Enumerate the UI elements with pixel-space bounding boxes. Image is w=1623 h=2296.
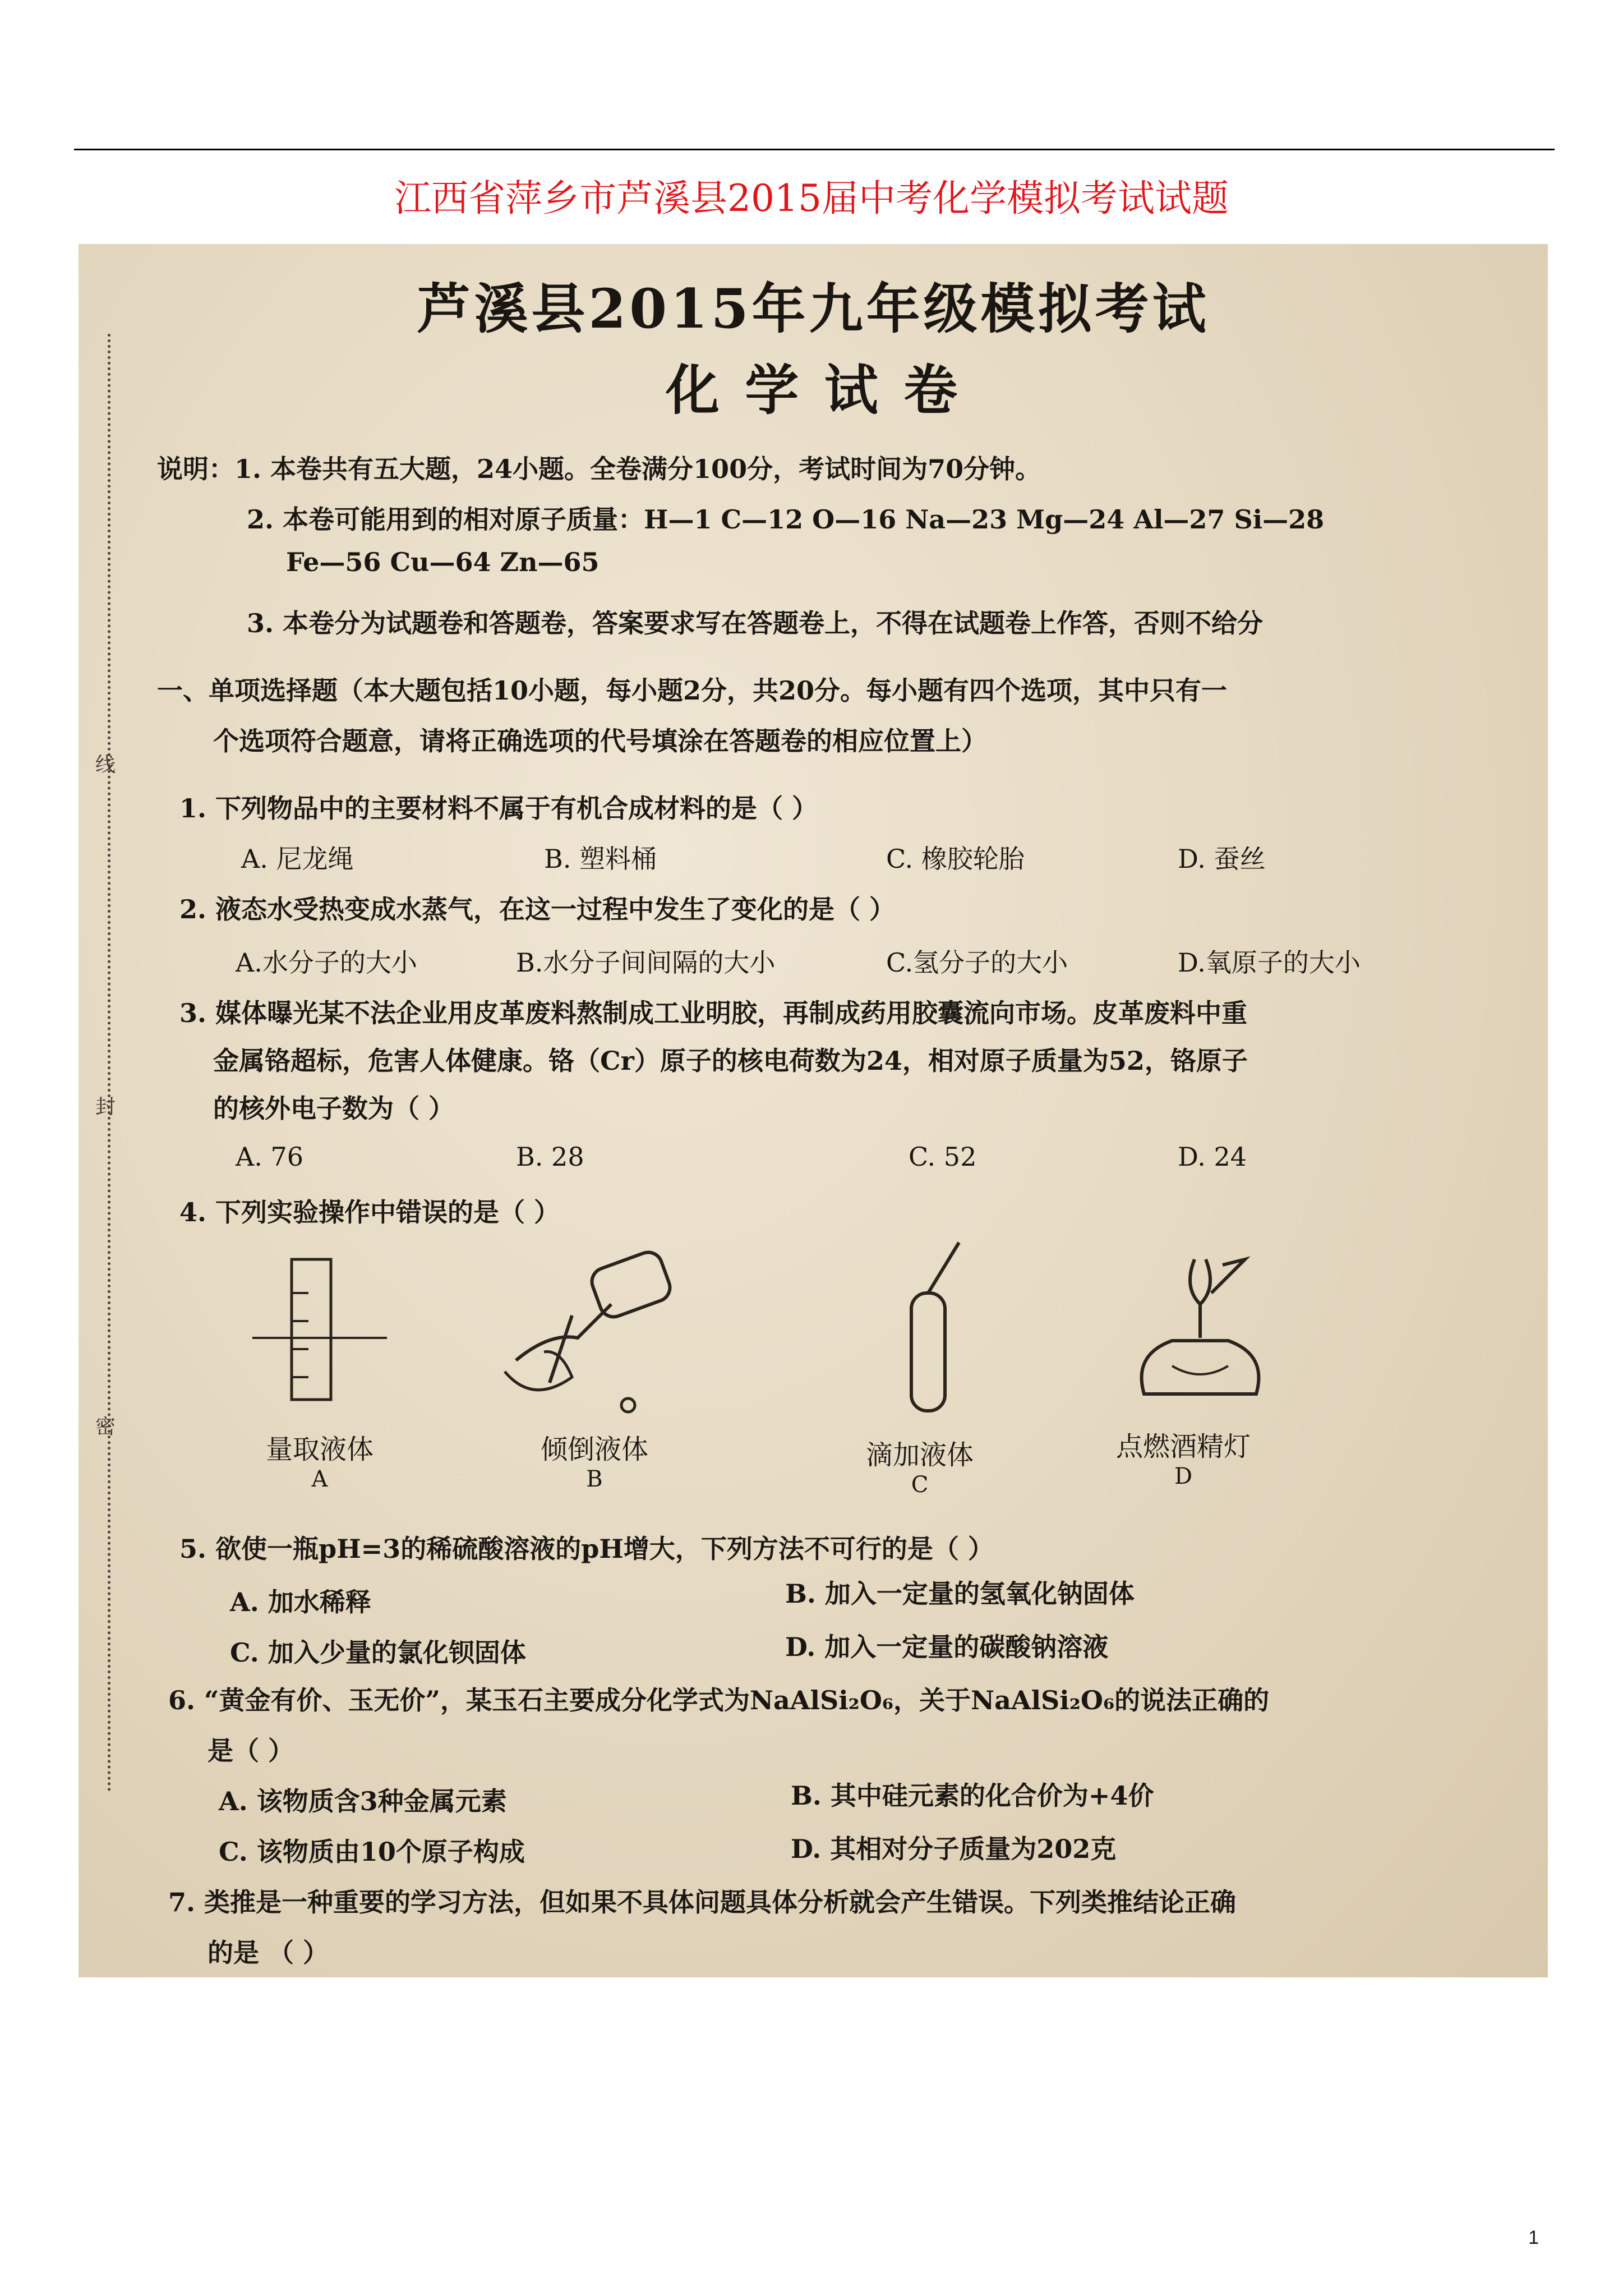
q3-option-c: C. 52 [909,1142,977,1172]
binding-char-xian: 线 [95,753,116,776]
section-1-heading: 一、单项选择题（本大题包括10小题，每小题2分，共20分。每小题有四个选项，其中只有一 [157,675,1228,706]
figure-c-caption [830,1433,1009,1498]
exam-photo [79,244,1548,1977]
figure-a-letter: A [311,1466,328,1492]
note-1: 说明：1. 本卷共有五大题，24小题。全卷满分100分，考试时间为70分钟。 [157,454,1041,484]
figure-b-caption [516,1428,673,1492]
alcohol-lamp-figure [1110,1243,1290,1422]
q6-option-a: A. 该物质含3种金属元素 [219,1786,507,1816]
figure-b-letter: B [586,1466,603,1492]
figure-d-label: 点燃酒精灯 [1115,1431,1251,1462]
exam-title: 芦溪县2015年九年级模拟考试 [417,277,1210,341]
q1-option-c: C. 橡胶轮胎 [886,844,1025,874]
document-title: 江西省萍乡市芦溪县2015届中考化学模拟考试试题 [394,177,1229,220]
figure-a-label: 量取液体 [265,1434,374,1465]
question-7: 7. 类推是一种重要的学习方法，但如果不具体问题具体分析就会产生错误。下列类推结论正确 [168,1887,1237,1917]
question-5: 5. 欲使一瓶pH=3的稀硫酸溶液的pH增大，下列方法不可行的是（ ） [179,1534,994,1564]
q5-option-b: B. 加入一定量的氢氧化钠固体 [785,1579,1135,1609]
binding-line [108,334,110,1792]
question-6: 6. “黄金有价、玉无价”，某玉石主要成分化学式为NaAlSi₂O₆，关于NaAlSi₂O₆的说法正确的 [168,1685,1270,1715]
q3-option-a: A. 76 [236,1142,303,1172]
question-4: 4. 下列实验操作中错误的是（ ） [179,1197,560,1227]
q2-option-a: A.水分子的大小 [236,947,417,978]
page-number: 1 [1528,2227,1539,2248]
question-6-line-2: 是（ ） [208,1736,294,1766]
q1-option-b: B. 塑料桶 [544,844,657,874]
figure-d-letter: D [1174,1464,1193,1489]
question-3-line-2: 金属铬超标，危害人体健康。铬（Cr）原子的核电荷数为24，相对原子质量为52，铬原子 [213,1046,1248,1076]
q3-option-b: B. 28 [516,1142,584,1172]
figure-b-label: 倾倒液体 [540,1434,648,1465]
question-7-line-2: 的是 （ ） [208,1938,329,1968]
question-2: 2. 液态水受热变成水蒸气，在这一过程中发生了变化的是（ ） [179,894,896,924]
q2-option-c: C.氢分子的大小 [886,947,1068,978]
q6-option-c: C. 该物质由10个原子构成 [219,1837,525,1867]
note-3: 3. 本卷分为试题卷和答题卷，答案要求写在答题卷上，不得在试题卷上作答，否则不给分 [247,608,1264,638]
q6-option-d: D. 其相对分子质量为202克 [791,1834,1117,1864]
q5-option-a: A. 加水稀释 [230,1587,371,1617]
q1-option-a: A. 尼龙绳 [241,844,354,874]
figure-d-caption [1066,1425,1301,1489]
exam-subtitle: 化 学 试 卷 [665,358,961,422]
binding-char-mi: 密 [95,1415,116,1438]
binding-char-feng: 封 [95,1096,116,1119]
q6-option-b: B. 其中硅元素的化合价为+4价 [791,1780,1154,1811]
note-2: 2. 本卷可能用到的相对原子质量：H—1 C—12 O—16 Na—23 Mg—24 Al—27 Si—28 [247,504,1325,535]
q1-option-d: D. 蚕丝 [1178,844,1266,874]
note-2-cont: Fe—56 Cu—64 Zn—65 [286,547,600,577]
pouring-liquid-figure [482,1237,684,1422]
dropper-test-tube-figure [875,1231,987,1422]
q2-option-d: D.氧原子的大小 [1178,947,1361,978]
section-1-heading-cont: 个选项符合题意，请将正确选项的代号填涂在答题卷的相应位置上） [213,726,987,756]
figure-a-caption [247,1428,393,1492]
question-3-line-3: 的核外电子数为（ ） [213,1093,455,1124]
q5-option-d: D. 加入一定量的碳酸钠溶液 [785,1632,1109,1662]
graduated-cylinder-figure [247,1248,393,1416]
figure-c-letter: C [911,1472,929,1498]
q2-option-b: B.水分子间间隔的大小 [516,947,776,978]
figure-c-label: 滴加液体 [865,1439,974,1471]
question-1: 1. 下列物品中的主要材料不属于有机合成材料的是（ ） [179,793,818,823]
q3-option-d: D. 24 [1178,1142,1247,1172]
question-3: 3. 媒体曝光某不法企业用皮革废料熬制成工业明胶，再制成药用胶囊流向市场。皮革废料中重 [179,998,1248,1028]
header-rule [74,149,1555,150]
q5-option-c: C. 加入少量的氯化钡固体 [230,1637,526,1668]
